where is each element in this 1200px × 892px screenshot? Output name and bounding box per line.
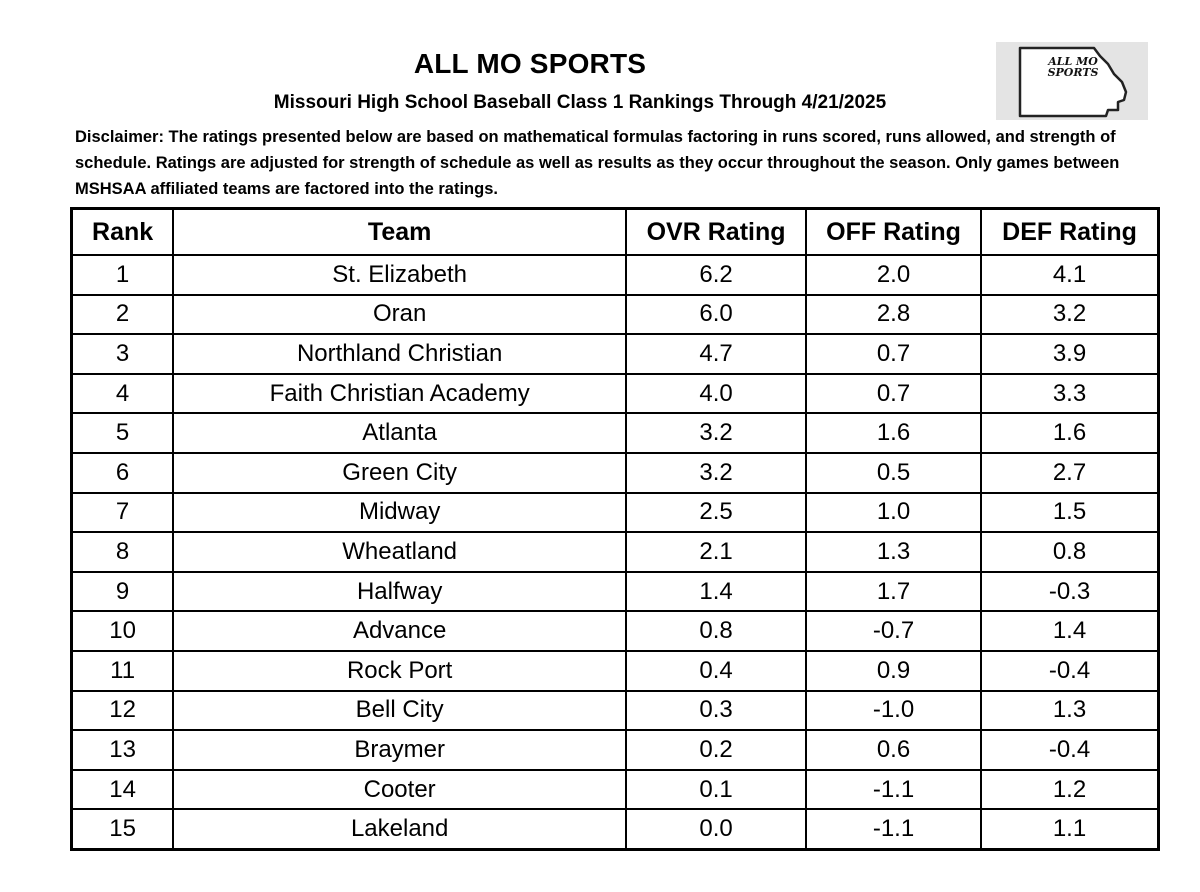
rank-cell: 4 bbox=[72, 374, 174, 414]
team-cell: Atlanta bbox=[173, 413, 626, 453]
def-rating-cell: 1.3 bbox=[981, 691, 1158, 731]
rank-cell: 9 bbox=[72, 572, 174, 612]
ovr-rating-cell: 6.0 bbox=[626, 295, 806, 335]
ovr-rating-cell: 6.2 bbox=[626, 255, 806, 295]
off-rating-cell: 0.5 bbox=[806, 453, 981, 493]
ovr-rating-cell: 0.4 bbox=[626, 651, 806, 691]
off-rating-cell: -0.7 bbox=[806, 611, 981, 651]
def-rating-cell: 0.8 bbox=[981, 532, 1158, 572]
def-rating-cell: 1.4 bbox=[981, 611, 1158, 651]
table-row bbox=[72, 651, 1159, 691]
team-cell: Midway bbox=[173, 493, 626, 533]
ovr-rating-cell: 0.2 bbox=[626, 730, 806, 770]
rank-cell: 8 bbox=[72, 532, 174, 572]
off-rating-cell: 0.6 bbox=[806, 730, 981, 770]
off-rating-cell: -1.0 bbox=[806, 691, 981, 731]
ovr-rating-cell: 4.0 bbox=[626, 374, 806, 414]
off-rating-cell: 1.3 bbox=[806, 532, 981, 572]
def-rating-cell: 1.5 bbox=[981, 493, 1158, 533]
table-row bbox=[72, 453, 1159, 493]
team-cell: Northland Christian bbox=[173, 334, 626, 374]
def-rating-cell: 4.1 bbox=[981, 255, 1158, 295]
table-row bbox=[72, 295, 1159, 335]
logo-line-2: SPORTS bbox=[1047, 66, 1099, 79]
table-row bbox=[72, 532, 1159, 572]
off-rating-cell: -1.1 bbox=[806, 770, 981, 810]
table-row bbox=[72, 413, 1159, 453]
def-rating-cell: 2.7 bbox=[981, 453, 1158, 493]
table-row bbox=[72, 611, 1159, 651]
logo-text bbox=[1038, 56, 1108, 78]
team-cell: Green City bbox=[173, 453, 626, 493]
team-cell: Oran bbox=[173, 295, 626, 335]
team-cell: Cooter bbox=[173, 770, 626, 810]
ovr-rating-cell: 3.2 bbox=[626, 453, 806, 493]
def-rating-cell: -0.4 bbox=[981, 651, 1158, 691]
table-row bbox=[72, 334, 1159, 374]
rank-cell: 13 bbox=[72, 730, 174, 770]
table-row bbox=[72, 691, 1159, 731]
column-header-rank: Rank bbox=[72, 209, 174, 256]
rank-cell: 10 bbox=[72, 611, 174, 651]
team-cell: Bell City bbox=[173, 691, 626, 731]
def-rating-cell: -0.4 bbox=[981, 730, 1158, 770]
rank-cell: 12 bbox=[72, 691, 174, 731]
rank-cell: 14 bbox=[72, 770, 174, 810]
all-mo-sports-logo bbox=[996, 42, 1148, 120]
column-header-ovr-rating: OVR Rating bbox=[626, 209, 806, 256]
ovr-rating-cell: 2.1 bbox=[626, 532, 806, 572]
rank-cell: 7 bbox=[72, 493, 174, 533]
off-rating-cell: -1.1 bbox=[806, 809, 981, 849]
def-rating-cell: 1.6 bbox=[981, 413, 1158, 453]
off-rating-cell: 2.0 bbox=[806, 255, 981, 295]
column-header-team: Team bbox=[173, 209, 626, 256]
rank-cell: 15 bbox=[72, 809, 174, 849]
team-cell: Braymer bbox=[173, 730, 626, 770]
team-cell: Wheatland bbox=[173, 532, 626, 572]
column-header-off-rating: OFF Rating bbox=[806, 209, 981, 256]
rank-cell: 11 bbox=[72, 651, 174, 691]
rank-cell: 3 bbox=[72, 334, 174, 374]
rank-cell: 6 bbox=[72, 453, 174, 493]
off-rating-cell: 1.7 bbox=[806, 572, 981, 612]
def-rating-cell: 3.2 bbox=[981, 295, 1158, 335]
off-rating-cell: 2.8 bbox=[806, 295, 981, 335]
column-header-def-rating: DEF Rating bbox=[981, 209, 1158, 256]
team-cell: Faith Christian Academy bbox=[173, 374, 626, 414]
table-row bbox=[72, 809, 1159, 849]
off-rating-cell: 1.6 bbox=[806, 413, 981, 453]
missouri-map-icon bbox=[996, 42, 1148, 120]
def-rating-cell: 1.2 bbox=[981, 770, 1158, 810]
rank-cell: 5 bbox=[72, 413, 174, 453]
team-cell: Rock Port bbox=[173, 651, 626, 691]
def-rating-cell: 3.3 bbox=[981, 374, 1158, 414]
ovr-rating-cell: 0.8 bbox=[626, 611, 806, 651]
table-header-row bbox=[72, 209, 1159, 256]
table-row bbox=[72, 374, 1159, 414]
rank-cell: 2 bbox=[72, 295, 174, 335]
def-rating-cell: 3.9 bbox=[981, 334, 1158, 374]
disclaimer-text: Disclaimer: The ratings presented below are based on mathematical formulas factoring in runs scored, runs allowed, and strength of schedule. Ratings are adjusted for strength of schedule as well as results as they occur throughout the season. Only games between MSHSAA affiliated teams are factored into the ratings. bbox=[75, 128, 1120, 198]
ovr-rating-cell: 0.3 bbox=[626, 691, 806, 731]
team-cell: Lakeland bbox=[173, 809, 626, 849]
team-cell: Advance bbox=[173, 611, 626, 651]
ovr-rating-cell: 2.5 bbox=[626, 493, 806, 533]
off-rating-cell: 0.7 bbox=[806, 334, 981, 374]
ovr-rating-cell: 4.7 bbox=[626, 334, 806, 374]
page-subtitle: Missouri High School Baseball Class 1 Rankings Through 4/21/2025 bbox=[273, 92, 887, 113]
rank-cell: 1 bbox=[72, 255, 174, 295]
logo-line-1: ALL MO bbox=[1048, 55, 1098, 68]
off-rating-cell: 1.0 bbox=[806, 493, 981, 533]
def-rating-cell: -0.3 bbox=[981, 572, 1158, 612]
table-row bbox=[72, 493, 1159, 533]
rankings-table bbox=[70, 207, 1160, 851]
def-rating-cell: 1.1 bbox=[981, 809, 1158, 849]
page-title: ALL MO SPORTS bbox=[413, 48, 647, 79]
team-cell: Halfway bbox=[173, 572, 626, 612]
ovr-rating-cell: 0.1 bbox=[626, 770, 806, 810]
table-row bbox=[72, 730, 1159, 770]
off-rating-cell: 0.7 bbox=[806, 374, 981, 414]
team-cell: St. Elizabeth bbox=[173, 255, 626, 295]
ovr-rating-cell: 1.4 bbox=[626, 572, 806, 612]
ovr-rating-cell: 3.2 bbox=[626, 413, 806, 453]
off-rating-cell: 0.9 bbox=[806, 651, 981, 691]
table-row bbox=[72, 255, 1159, 295]
ovr-rating-cell: 0.0 bbox=[626, 809, 806, 849]
table-row bbox=[72, 770, 1159, 810]
table-row bbox=[72, 572, 1159, 612]
